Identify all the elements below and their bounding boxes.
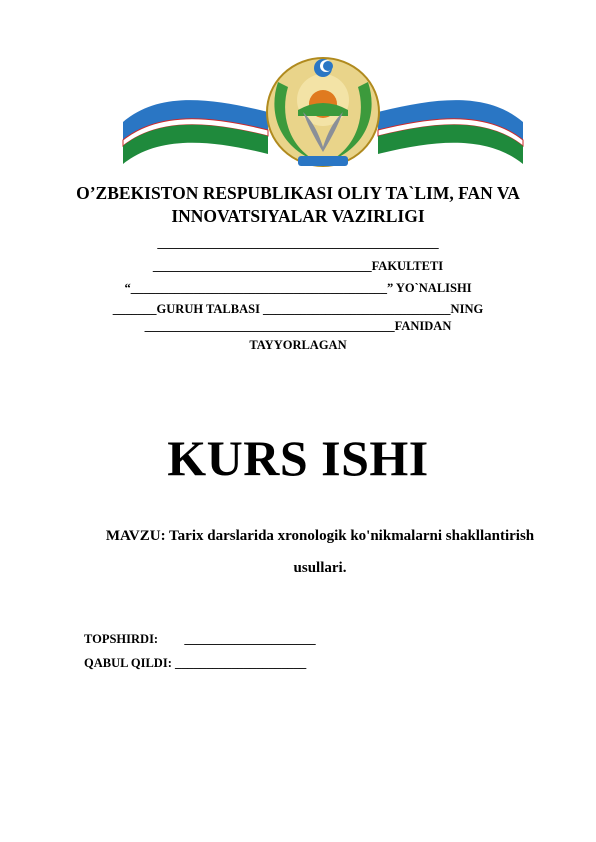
document-title: KURS ISHI	[167, 430, 429, 486]
submitted-blank: _____________________	[184, 632, 316, 646]
ministry-title	[0, 182, 596, 228]
prepared-label: TAYYORLAGAN	[249, 338, 347, 352]
ministry-line-2: INNOVATSIYALAR VAZIRLIGI	[171, 206, 425, 226]
submitted-label: TOPSHIRDI:	[84, 632, 159, 646]
topic-line-2: usullari.	[293, 560, 347, 576]
topic-line-1: MAVZU: Tarix darslarida xronologik ko'nikmalarni shakllantirish	[105, 528, 535, 544]
blank-line: _____________________________________________	[157, 236, 439, 250]
subject-line: ________________________________________FANIDAN	[144, 319, 452, 333]
ministry-line-1: O’ZBEKISTON RESPUBLIKASI OLIY TA`LIM, FAN VA	[76, 183, 520, 203]
accepted-label: QABUL QILDI:	[84, 656, 172, 670]
faculty-line: ___________________________________FAKULTETI	[152, 259, 444, 273]
direction-line: “_________________________________________” YO`NALISHI	[124, 281, 472, 295]
submitted-row	[84, 632, 316, 647]
group-line: _______GURUH TALBASI ______________________________NING	[112, 302, 484, 316]
coat-of-arms-emblem	[118, 52, 528, 170]
accepted-blank: _____________________	[175, 656, 307, 670]
topic	[84, 520, 556, 584]
accepted-row	[84, 656, 306, 671]
